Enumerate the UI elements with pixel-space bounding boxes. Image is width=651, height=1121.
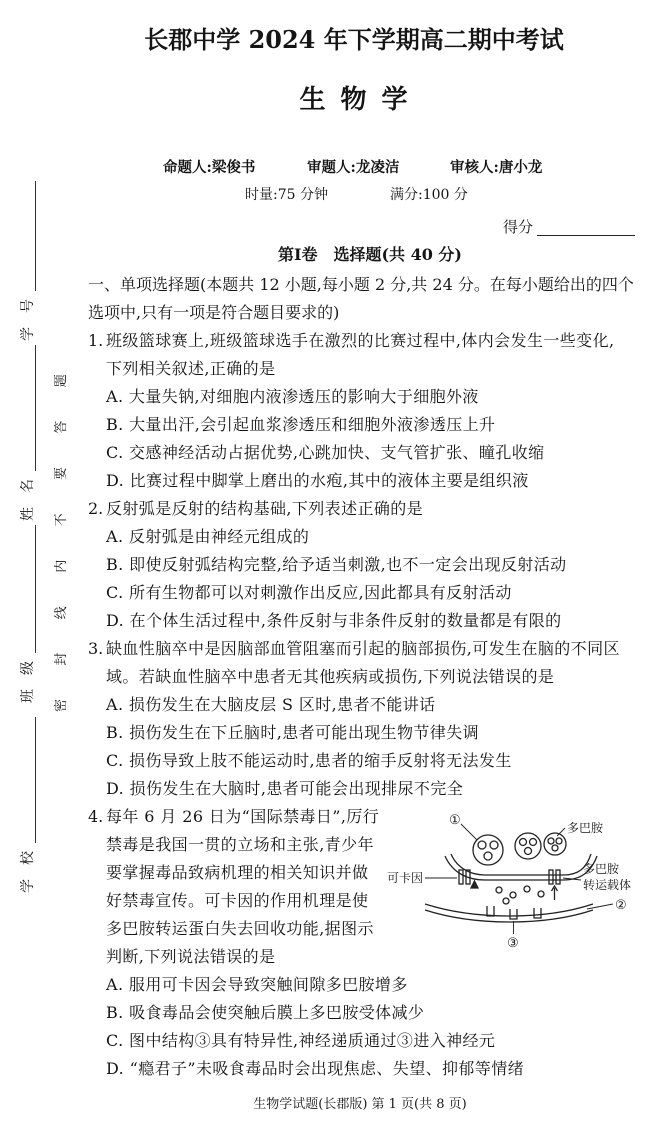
synaptic-vesicle	[473, 835, 503, 865]
postsynaptic-membrane-outer	[425, 904, 593, 916]
option-d: D. 比赛过程中脚掌上磨出的水疱,其中的液体主要是组织液	[106, 471, 529, 490]
question-stem-text: 班级篮球赛上,班级篮球选手在激烈的比赛过程中,体内会发生一些变化,	[106, 331, 615, 350]
page-footer: 生物学试题(长郡版) 第 1 页(共 8 页)	[253, 1097, 467, 1112]
question-2	[88, 495, 641, 635]
label-receptor: ③	[507, 936, 519, 950]
option-a: A. 大量失钠,对细胞内液渗透压的影响大于细胞外液	[106, 387, 479, 406]
synaptic-vesicle	[515, 833, 541, 859]
label-vesicle: ①	[449, 813, 461, 828]
option-d: D. 在个体生活过程中,条件反射与非条件反射的数量都是有限的	[106, 611, 562, 630]
part-title: 第Ⅰ卷 选择题(共 40 分)	[277, 245, 463, 264]
question-stem-line: 判断,下列说法错误的是	[106, 947, 276, 966]
exam-full-score: 满分:100 分	[390, 187, 468, 203]
seal-line-notice: 密封线内不要答题	[54, 340, 69, 712]
option-c: C. 损伤导致上肢不能运动时,患者的缩手反射将无法发生	[106, 751, 512, 770]
option-d: D. “瘾君子”未吸食毒品时会出现焦虑、失望、抑郁等情绪	[106, 1059, 524, 1078]
question-stem-line: 多巴胺转运蛋白失去回收功能,据图示	[106, 919, 374, 938]
score-label: 得分	[503, 218, 534, 236]
school-label: 学校	[20, 837, 36, 893]
cocaine-molecule	[471, 881, 478, 888]
question-stem-line: 要掌握毒品致病机理的相关知识并做	[106, 863, 369, 882]
label-cocaine: 可卡因	[387, 871, 424, 885]
released-dopamine	[496, 886, 544, 904]
subject-title: 生 物 学	[299, 85, 411, 115]
question-setter: 命题人:梁俊书	[163, 159, 256, 176]
question-stem-line	[88, 635, 641, 663]
question-number: 3.	[88, 639, 104, 658]
question-stem-line	[88, 495, 641, 523]
synapse-figure	[385, 800, 641, 950]
question-checker: 审核人:唐小龙	[450, 159, 543, 176]
question-3	[88, 635, 641, 803]
student-id-label: 学号	[20, 285, 36, 341]
section-heading-line: 一、单项选择题(本题共 12 小题,每小题 2 分,共 24 分。在每小题给出的四个	[88, 275, 634, 294]
class-blank	[18, 525, 36, 653]
score-blank	[537, 235, 635, 236]
option-a: A. 损伤发生在大脑皮层 S 区时,患者不能讲话	[106, 695, 436, 714]
synaptic-vesicle	[544, 833, 566, 855]
question-1	[88, 327, 641, 495]
question-stem-line: 禁毒是我国一贯的立场和主张,青少年	[106, 835, 374, 854]
exam-duration: 时量:75 分钟	[245, 187, 328, 203]
question-stem-line	[88, 327, 641, 355]
dopamine-receptor	[487, 906, 541, 919]
label-transporter-line1: 多巴胺	[583, 862, 620, 876]
question-stem-line: 域。若缺血性脑卒中患者无其他疾病或损伤,下列说法错误的是	[106, 667, 555, 686]
question-stem-line: 好禁毒宣传。可卡因的作用机理是使	[106, 891, 369, 910]
school-blank	[18, 717, 36, 843]
label-transporter-line2: 转运载体	[583, 878, 632, 892]
option-c: C. 交感神经活动占据优势,心跳加快、支气管扩张、瞳孔收缩	[106, 443, 545, 462]
option-b: B. 即使反射弧结构完整,给予适当刺激,也不一定会出现反射活动	[106, 555, 567, 574]
exam-title: 长郡中学 2024 年下学期高二期中考试	[144, 25, 564, 54]
option-a: A. 反射弧是由神经元组成的	[106, 527, 310, 546]
section-heading	[88, 271, 641, 327]
question-reviewer: 审题人:龙凌洁	[307, 159, 400, 176]
question-number: 2.	[88, 499, 104, 518]
section-heading-line: 选项中,只有一项是符合题目要求的)	[88, 303, 340, 322]
option-d: D. 损伤发生在大脑时,患者可能会出现排尿不完全	[106, 779, 464, 798]
question-stem-line: 下列相关叙述,正确的是	[106, 359, 276, 378]
option-b: B. 大量出汗,会引起血浆渗透压和细胞外液渗透压上升	[106, 415, 496, 434]
exam-content	[88, 271, 641, 1083]
name-blank	[18, 345, 36, 471]
option-c: C. 图中结构③具有特异性,神经递质通过③进入神经元	[106, 1031, 496, 1050]
name-label: 姓名	[20, 465, 36, 521]
question-stem-text: 缺血性脑卒中是因脑部血管阻塞而引起的脑部损伤,可发生在脑的不同区	[106, 639, 620, 658]
option-a: A. 服用可卡因会导致突触间隙多巴胺增多	[106, 975, 408, 994]
question-stem-text: 每年 6 月 26 日为“国际禁毒日”,厉行	[106, 807, 380, 826]
option-c: C. 所有生物都可以对刺激作出反应,因此都具有反射活动	[106, 583, 512, 602]
class-label: 班级	[20, 647, 36, 703]
presynaptic-membrane-outer	[445, 856, 597, 880]
question-stem-text: 反射弧是反射的结构基础,下列表述正确的是	[106, 499, 424, 518]
option-b: B. 吸食毒品会使突触后膜上多巴胺受体减少	[106, 1003, 425, 1022]
binding-margin-fields	[16, 173, 40, 893]
label-postsynaptic: ②	[615, 898, 627, 913]
label-dopamine: 多巴胺	[567, 821, 604, 835]
student-id-blank	[18, 181, 36, 291]
question-number: 4.	[88, 807, 104, 826]
option-b: B. 损伤发生在下丘脑时,患者可能出现生物节律失调	[106, 723, 480, 742]
question-number: 1.	[88, 331, 104, 350]
